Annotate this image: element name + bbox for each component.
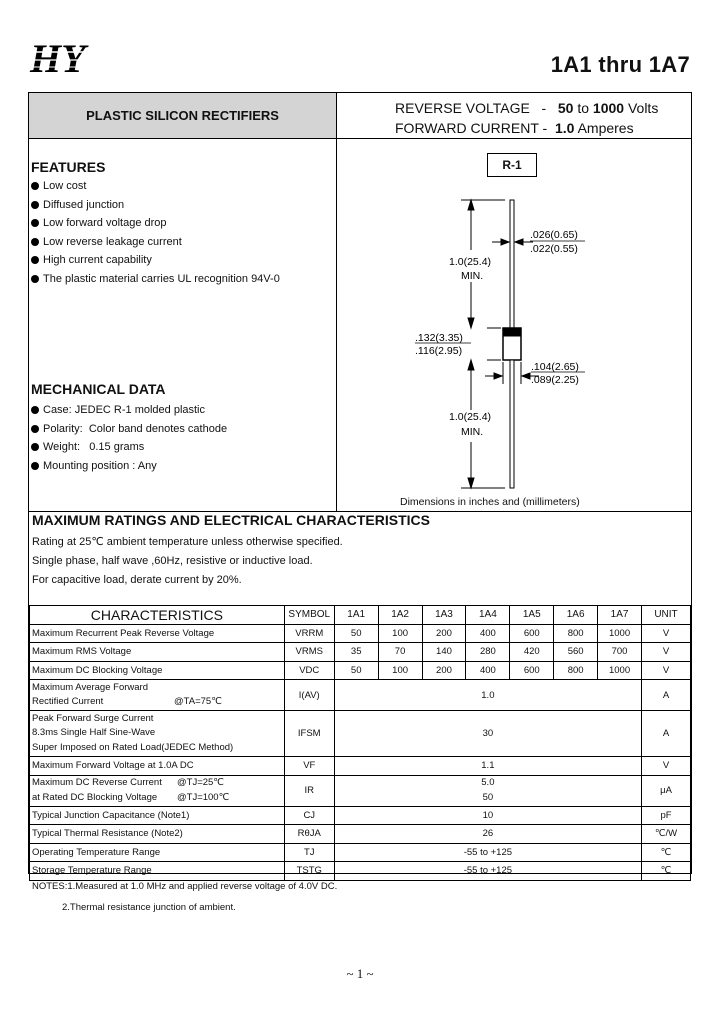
row-value: 50 — [334, 624, 378, 643]
list-item — [31, 196, 280, 215]
row-desc: Operating Temperature Range — [30, 843, 285, 862]
row-unit: A — [642, 711, 691, 757]
row-value: 280 — [466, 643, 510, 662]
header-part: 1A1 — [334, 606, 378, 625]
bullet-icon — [31, 275, 39, 283]
row-desc-line: Maximum Average Forward — [32, 681, 148, 693]
row-symbol: VRRM — [284, 624, 334, 643]
header-characteristics: CHARACTERISTICS — [30, 606, 285, 625]
row-unit: V — [642, 757, 691, 776]
table-row — [30, 757, 691, 776]
forward-current-line — [395, 120, 634, 136]
feature-text: Low cost — [43, 180, 87, 192]
row-desc: Maximum Recurrent Peak Reverse Voltage — [30, 624, 285, 643]
row-symbol: VF — [284, 757, 334, 776]
bullet-icon — [31, 443, 39, 451]
features-title: FEATURES — [31, 159, 106, 175]
bullet-icon — [31, 201, 39, 209]
row-condition: @TJ=25℃ — [177, 777, 224, 788]
logo-text: HY — [30, 38, 86, 81]
feature-text: Low reverse leakage current — [43, 235, 182, 248]
row-desc: Maximum DC Blocking Voltage — [30, 661, 285, 680]
row-value: 420 — [510, 643, 554, 662]
arrow-head — [468, 318, 474, 328]
row-desc-line — [32, 791, 282, 806]
bullet-icon — [31, 256, 39, 264]
row-value: 700 — [598, 643, 642, 662]
forward-current-unit: Amperes — [577, 120, 634, 136]
row-value-line: 5.0 — [481, 777, 495, 788]
header-part: 1A3 — [422, 606, 466, 625]
bullet-icon — [31, 425, 39, 433]
row-symbol: IFSM — [284, 711, 334, 757]
reverse-voltage-sep: - — [541, 100, 547, 116]
header-part: 1A7 — [598, 606, 642, 625]
row-unit: V — [642, 624, 691, 643]
arrow-head — [515, 239, 523, 245]
table-header-row — [30, 606, 691, 625]
bullet-icon — [31, 406, 39, 414]
mechanical-title: MECHANICAL DATA — [31, 381, 166, 397]
body-length-max: .132(3.35) — [415, 332, 463, 344]
table-row — [30, 843, 691, 862]
arrow-head — [468, 200, 474, 210]
row-desc-line: Peak Forward Surge Current — [32, 712, 154, 724]
row-value: 100 — [378, 624, 422, 643]
row-value: 35 — [334, 643, 378, 662]
row-symbol: CJ — [284, 806, 334, 825]
notes — [32, 876, 337, 918]
row-value: 1000 — [598, 624, 642, 643]
feature-text: Diffused junction — [43, 198, 125, 211]
lead-dia-max: .026(0.65) — [530, 229, 578, 241]
arrow-head — [501, 239, 509, 245]
list-item — [31, 438, 227, 457]
mechanical-text: Case: JEDEC R-1 molded plastic — [43, 404, 206, 416]
top-lead-length-note: MIN. — [461, 270, 484, 282]
mechanical-text: Polarity: Color band denotes cathode — [43, 422, 228, 435]
row-value: 600 — [510, 624, 554, 643]
reverse-voltage-label: REVERSE VOLTAGE — [395, 100, 530, 116]
table-row — [30, 643, 691, 662]
row-value: 140 — [422, 643, 466, 662]
row-desc-text: Rectified Current — [32, 696, 104, 707]
reverse-voltage-line — [395, 100, 658, 116]
row-value: 200 — [422, 661, 466, 680]
package-label: R-1 — [502, 158, 522, 172]
header-symbol: SYMBOL — [284, 606, 334, 625]
list-item — [31, 401, 227, 420]
row-desc: Typical Junction Capacitance (Note1) — [30, 806, 285, 825]
row-desc: Maximum Forward Voltage at 1.0A DC — [30, 757, 285, 776]
row-symbol: VRMS — [284, 643, 334, 662]
row-desc: Storage Temperature Range — [30, 862, 285, 881]
row-value: 600 — [510, 661, 554, 680]
row-desc: Typical Thermal Resistance (Note2) — [30, 825, 285, 844]
page-number: ~ 1 ~ — [346, 966, 374, 981]
row-symbol: I(AV) — [284, 680, 334, 711]
header-unit: UNIT — [642, 606, 691, 625]
top-lead-length: 1.0(25.4) — [449, 256, 492, 268]
bullet-icon — [31, 182, 39, 190]
row-desc — [30, 775, 285, 806]
row-value: 800 — [554, 624, 598, 643]
row-condition: @TJ=100℃ — [177, 791, 230, 803]
bottom-lead-length: 1.0(25.4) — [449, 411, 492, 423]
bottom-lead — [510, 360, 514, 488]
row-symbol: IR — [284, 775, 334, 806]
row-desc-text: at Rated DC Blocking Voltage — [32, 791, 158, 803]
bottom-lead-length-note: MIN. — [461, 426, 484, 438]
row-value: 1000 — [598, 661, 642, 680]
body-dia-min: .089(2.25) — [531, 374, 579, 386]
reverse-voltage-unit: Volts — [627, 100, 659, 116]
rating-condition: For capacitive load, derate current by 20%. — [32, 574, 242, 586]
row-value: 26 — [334, 825, 641, 844]
row-value: 50 — [334, 661, 378, 680]
row-value — [334, 775, 641, 806]
row-desc-text: Maximum DC Reverse Current — [32, 777, 162, 788]
row-symbol: TJ — [284, 843, 334, 862]
row-value: -55 to +125 — [334, 862, 641, 881]
row-symbol: VDC — [284, 661, 334, 680]
row-desc — [30, 711, 285, 757]
body-length-min: .116(2.95) — [415, 345, 463, 357]
list-item — [31, 214, 280, 233]
bullet-icon — [31, 238, 39, 246]
list-item — [31, 177, 280, 196]
row-symbol: TSTG — [284, 862, 334, 881]
row-value: 200 — [422, 624, 466, 643]
cathode-band — [503, 328, 521, 336]
feature-text: Low forward voltage drop — [43, 217, 167, 230]
ratings-title: MAXIMUM RATINGS AND ELECTRICAL CHARACTERISTICS — [32, 512, 430, 528]
row-unit: ℃ — [642, 862, 691, 881]
list-item — [31, 457, 227, 476]
table-row — [30, 711, 691, 757]
table-row — [30, 661, 691, 680]
ratings-banner — [337, 93, 691, 139]
list-item — [31, 251, 280, 270]
row-unit: μA — [642, 775, 691, 806]
row-value: -55 to +125 — [334, 843, 641, 862]
row-desc-line: 8.3ms Single Half Sine-Wave — [32, 727, 156, 739]
header-part: 1A6 — [554, 606, 598, 625]
row-value: 100 — [378, 661, 422, 680]
arrow-head — [468, 478, 474, 488]
list-item — [31, 420, 227, 439]
row-value: 400 — [466, 624, 510, 643]
row-unit: ℃ — [642, 843, 691, 862]
list-item — [31, 233, 280, 252]
arrow-head — [494, 373, 502, 379]
row-value: 560 — [554, 643, 598, 662]
list-item — [31, 270, 280, 289]
package-outline-diagram — [337, 180, 691, 496]
row-value: 10 — [334, 806, 641, 825]
row-symbol: RθJA — [284, 825, 334, 844]
rating-condition: Rating at 25℃ ambient temperature unless otherwise specified. — [32, 536, 343, 548]
product-type: PLASTIC SILICON RECTIFIERS — [86, 108, 279, 123]
row-value: 1.1 — [334, 757, 641, 776]
row-unit: A — [642, 680, 691, 711]
forward-current-label: FORWARD CURRENT - — [395, 120, 548, 136]
bullet-icon — [31, 219, 39, 227]
body-dia-max: .104(2.65) — [531, 361, 579, 373]
row-unit: pF — [642, 806, 691, 825]
feature-text: High current capability — [43, 254, 152, 267]
table-row — [30, 825, 691, 844]
arrow-head — [522, 373, 530, 379]
reverse-voltage-min: 50 — [557, 100, 574, 116]
row-desc-line: Super Imposed on Rated Load(JEDEC Method) — [32, 741, 234, 753]
header-part: 1A2 — [378, 606, 422, 625]
row-value-line: 50 — [482, 791, 494, 803]
rating-condition: Single phase, half wave ,60Hz, resistive or inductive load. — [32, 555, 313, 567]
row-desc-line — [32, 776, 282, 791]
table-row — [30, 775, 691, 806]
row-desc — [30, 680, 285, 711]
table-row — [30, 680, 691, 711]
characteristics-table — [29, 605, 691, 881]
note-2: 2.Thermal resistance junction of ambient. — [62, 902, 236, 913]
header-part: 1A5 — [510, 606, 554, 625]
features-list — [31, 177, 280, 289]
feature-text: The plastic material carries UL recognition 94V-0 — [43, 272, 280, 285]
bullet-icon — [31, 462, 39, 470]
row-value: 30 — [334, 711, 641, 757]
mechanical-list — [31, 401, 227, 475]
table-row — [30, 624, 691, 643]
package-label-box — [487, 153, 537, 177]
part-title: 1A1 thru 1A7 — [550, 52, 690, 77]
lead-dia-min: .022(0.55) — [530, 243, 578, 255]
top-lead — [510, 200, 514, 328]
row-desc: Maximum RMS Voltage — [30, 643, 285, 662]
forward-current-value: 1.0 — [554, 120, 575, 136]
row-unit: ℃/W — [642, 825, 691, 844]
reverse-voltage-max: 1000 — [592, 100, 625, 116]
row-value: 70 — [378, 643, 422, 662]
row-condition: @TA=75℃ — [174, 696, 222, 707]
mechanical-text: Mounting position : Any — [43, 459, 157, 472]
row-desc-line — [32, 695, 282, 710]
note-1: NOTES:1.Measured at 1.0 MHz and applied reverse voltage of 4.0V DC. — [32, 881, 338, 892]
table-row — [30, 806, 691, 825]
dimension-caption: Dimensions in inches and (millimeters) — [400, 496, 580, 508]
company-logo — [28, 38, 156, 82]
row-unit: V — [642, 661, 691, 680]
row-value: 1.0 — [334, 680, 641, 711]
arrow-head — [468, 360, 474, 370]
row-unit: V — [642, 643, 691, 662]
header-part: 1A4 — [466, 606, 510, 625]
reverse-voltage-to: to — [577, 100, 590, 116]
row-value: 400 — [466, 661, 510, 680]
product-type-banner — [29, 93, 337, 139]
row-value: 800 — [554, 661, 598, 680]
ratings-conditions — [32, 533, 343, 590]
mechanical-text: Weight: 0.15 grams — [43, 441, 145, 454]
